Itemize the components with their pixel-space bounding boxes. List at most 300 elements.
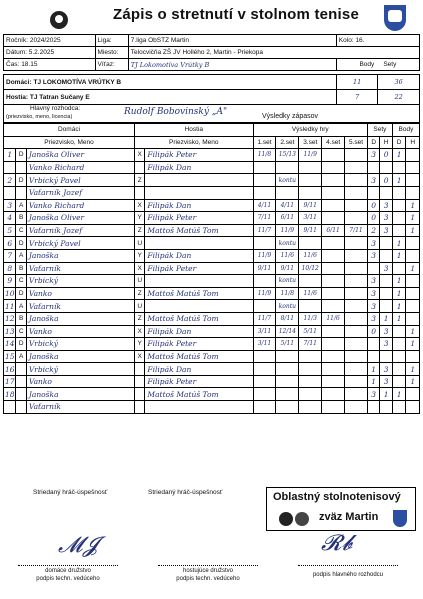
- points-home: 1: [392, 300, 406, 313]
- points-guest: [406, 186, 420, 199]
- set-2-score: kontu: [276, 300, 299, 313]
- match-row: [4, 300, 420, 313]
- points-home: [392, 199, 406, 212]
- home-player: Vanko: [26, 287, 134, 300]
- set-3-score: [299, 186, 322, 199]
- set-1-score: [253, 161, 276, 174]
- sets-guest: [380, 300, 392, 313]
- points-guest: [406, 300, 420, 313]
- set-3-score: [299, 237, 322, 250]
- table-tennis-ball-icon: [50, 11, 68, 29]
- header-set-2: 2.set: [276, 136, 299, 149]
- guest-player: Filipák Peter: [145, 375, 253, 388]
- guest-player: Mattoš Matúš Tom: [145, 350, 253, 363]
- header-sets: Sety: [367, 124, 392, 137]
- sets-home: [367, 338, 379, 351]
- guest-letter: Y: [135, 249, 145, 262]
- set-2-score: kontu: [276, 174, 299, 187]
- set-2-score: [276, 161, 299, 174]
- set-5-score: [345, 199, 368, 212]
- home-letter: B: [16, 212, 26, 225]
- points-guest: 1: [406, 199, 420, 212]
- home-letter: [16, 401, 26, 414]
- header-set-3: 3.set: [299, 136, 322, 149]
- home-letter: D: [16, 174, 26, 187]
- set-3-score: 11/6: [299, 249, 322, 262]
- points-guest: [406, 237, 420, 250]
- set-4-score: [322, 401, 345, 414]
- guest-player: Filipák Peter: [145, 212, 253, 225]
- set-1-score: 11/7: [253, 224, 276, 237]
- venue-value: Telocvičňa ZŠ JV Hollého 2, Martin - Priekopa: [128, 47, 419, 59]
- guest-player: [145, 174, 253, 187]
- round-value: 16.: [355, 37, 365, 44]
- home-player: Janoška Oliver: [26, 149, 134, 162]
- sets-guest: 0: [380, 174, 392, 187]
- home-player: Vanko Richard: [26, 161, 134, 174]
- guest-signature-line: [158, 565, 258, 566]
- set-4-score: [322, 212, 345, 225]
- set-1-score: [253, 350, 276, 363]
- set-2-score: kontu: [276, 275, 299, 288]
- guest-letter: [135, 186, 145, 199]
- set-3-score: [299, 350, 322, 363]
- set-3-score: [299, 275, 322, 288]
- home-player: Vrbický Pavel: [26, 237, 134, 250]
- set-1-score: 11/8: [253, 149, 276, 162]
- guest-letter: Z: [135, 224, 145, 237]
- guest-player: Filipák Dan: [145, 325, 253, 338]
- guest-player: [145, 300, 253, 313]
- header-sets-d: D: [367, 136, 379, 149]
- match-row: [4, 237, 420, 250]
- sets-guest: [380, 287, 392, 300]
- home-player: Vrbický: [26, 363, 134, 376]
- round-label: Kolo:: [338, 37, 354, 44]
- teams-table: [3, 74, 420, 123]
- footer-area: [3, 481, 420, 596]
- paddle-icon: [279, 512, 293, 526]
- set-5-score: [345, 401, 368, 414]
- sets-home: 3: [367, 149, 379, 162]
- guest-letter: [135, 401, 145, 414]
- set-3-score: [299, 161, 322, 174]
- sets-guest: 3: [380, 363, 392, 376]
- home-letter: A: [16, 300, 26, 313]
- substitute-home-label: Striedaný hráč-úspešnosť: [33, 489, 108, 496]
- match-number: 18: [5, 389, 15, 399]
- home-letter: [16, 161, 26, 174]
- set-1-score: 4/11: [253, 199, 276, 212]
- set-5-score: [345, 174, 368, 187]
- match-row: [4, 350, 420, 363]
- set-4-score: [322, 237, 345, 250]
- home-player: Vaťarník: [26, 300, 134, 313]
- sets-home: 3: [367, 287, 379, 300]
- header-games: Výsledky hry: [253, 124, 367, 137]
- set-3-score: [299, 363, 322, 376]
- set-5-score: [345, 338, 368, 351]
- home-player: Vrbický: [26, 338, 134, 351]
- set-1-score: 9/11: [253, 262, 276, 275]
- points-guest: 1: [406, 325, 420, 338]
- match-number: 13: [5, 326, 15, 336]
- guest-player: [145, 237, 253, 250]
- guest-letter: U: [135, 275, 145, 288]
- points-home: [392, 363, 406, 376]
- set-4-score: 11/6: [322, 312, 345, 325]
- points-guest: 1: [406, 375, 420, 388]
- referee-signature-caption: podpis hlavného rozhodcu: [312, 572, 384, 578]
- match-number: 6: [4, 237, 16, 250]
- referee-signature-line: [298, 565, 398, 566]
- home-points: 11: [336, 75, 378, 90]
- sets-guest: [380, 161, 392, 174]
- points-guest: [406, 275, 420, 288]
- guest-player: Mattoš Matúš Tom: [145, 312, 253, 325]
- sets-home: 0: [367, 325, 379, 338]
- guest-letter: Y: [135, 338, 145, 351]
- set-4-score: [322, 350, 345, 363]
- sets-home: 3: [367, 275, 379, 288]
- points-home: 1: [392, 149, 406, 162]
- set-1-score: 3/11: [253, 338, 276, 351]
- guest-team-caption: hostujúce družstvo: [182, 568, 234, 574]
- set-4-score: [322, 186, 345, 199]
- match-row: [4, 224, 420, 237]
- match-row: [4, 161, 420, 174]
- home-player: Janoška: [26, 312, 134, 325]
- guest-letter: X: [135, 199, 145, 212]
- set-1-score: 11/9: [253, 287, 276, 300]
- ball-icon: [295, 512, 309, 526]
- match-row: [4, 249, 420, 262]
- match-row: [4, 186, 420, 199]
- sets-home: 3: [367, 174, 379, 187]
- referee-note: (priezvisko, meno, licencia): [6, 114, 73, 120]
- points-home: [392, 224, 406, 237]
- sets-home: 2: [367, 224, 379, 237]
- info-table: [3, 34, 420, 71]
- set-5-score: [345, 325, 368, 338]
- document-title: Zápis o stretnutí v stolnom tenise: [113, 6, 360, 23]
- match-number: 15: [5, 351, 15, 361]
- set-3-score: 7/11: [299, 338, 322, 351]
- set-4-score: [322, 375, 345, 388]
- match-row: [4, 338, 420, 351]
- time-label: Čas:: [6, 61, 20, 68]
- small-crest-icon: [393, 510, 407, 527]
- set-3-score: 11/3: [299, 312, 322, 325]
- guest-player: [145, 275, 253, 288]
- set-4-score: [322, 249, 345, 262]
- guest-player: Filipák Peter: [145, 262, 253, 275]
- sets-home: 0: [367, 199, 379, 212]
- set-4-score: [322, 161, 345, 174]
- league-label: Liga:: [95, 35, 128, 47]
- time-value: 18.15: [21, 61, 38, 68]
- points-home: [392, 262, 406, 275]
- home-letter: C: [16, 325, 26, 338]
- set-3-score: 5/11: [299, 325, 322, 338]
- home-player: Vaťarník Jozef: [26, 224, 134, 237]
- set-3-score: [299, 300, 322, 313]
- set-2-score: 11/6: [276, 249, 299, 262]
- guest-letter: Y: [135, 212, 145, 225]
- set-3-score: 3/11: [299, 212, 322, 225]
- home-player: Janoška: [26, 350, 134, 363]
- guest-letter: [135, 388, 145, 401]
- guest-player: Filipák Dan: [145, 363, 253, 376]
- set-1-score: 3/11: [253, 325, 276, 338]
- set-4-score: [322, 325, 345, 338]
- set-2-score: 8/11: [276, 312, 299, 325]
- guest-letter: X: [135, 350, 145, 363]
- home-letter: D: [16, 287, 26, 300]
- set-4-score: [322, 388, 345, 401]
- guest-player: Filipák Peter: [145, 149, 253, 162]
- set-5-score: [345, 350, 368, 363]
- match-row: [4, 174, 420, 187]
- points-guest: [406, 174, 420, 187]
- sets-guest: 1: [380, 312, 392, 325]
- match-number: [4, 186, 16, 199]
- set-5-score: [345, 186, 368, 199]
- winner-label: Víťaz:: [95, 59, 128, 71]
- set-4-score: [322, 174, 345, 187]
- set-3-score: [299, 401, 322, 414]
- set-5-score: [345, 161, 368, 174]
- match-row: [4, 388, 420, 401]
- home-letter: [16, 375, 26, 388]
- set-2-score: [276, 363, 299, 376]
- points-home: [392, 375, 406, 388]
- sets-home: [367, 350, 379, 363]
- sets-guest: [380, 249, 392, 262]
- set-5-score: [345, 300, 368, 313]
- match-number: 2: [4, 174, 16, 187]
- home-player: Janoška: [26, 388, 134, 401]
- set-5-score: [345, 363, 368, 376]
- header-points: Body: [392, 124, 419, 137]
- set-3-score: [299, 174, 322, 187]
- guest-player: Filipák Peter: [145, 338, 253, 351]
- season-value: 2024/2025: [29, 37, 61, 44]
- header-set-1: 1.set: [253, 136, 276, 149]
- set-1-score: [253, 300, 276, 313]
- home-letter: [16, 363, 26, 376]
- guest-player: Mattoš Matúš Tom: [145, 287, 253, 300]
- points-guest: [406, 161, 420, 174]
- home-letter: C: [16, 275, 26, 288]
- set-2-score: [276, 186, 299, 199]
- season-label: Ročník:: [6, 37, 29, 44]
- match-number: 9: [4, 275, 16, 288]
- set-1-score: [253, 363, 276, 376]
- match-number: 8: [4, 262, 16, 275]
- home-player: Vanko Richard: [26, 199, 134, 212]
- set-4-score: [322, 300, 345, 313]
- sets-home: 3: [367, 300, 379, 313]
- set-3-score: 9/11: [299, 224, 322, 237]
- guest-player: Mattoš Matúš Tom: [145, 224, 253, 237]
- set-4-score: [322, 287, 345, 300]
- set-2-score: 11/9: [276, 224, 299, 237]
- set-5-score: [345, 262, 368, 275]
- points-home: [392, 325, 406, 338]
- home-sets: 36: [378, 75, 420, 90]
- match-number: 14: [5, 339, 15, 349]
- set-3-score: 11/9: [299, 149, 322, 162]
- set-4-score: [322, 363, 345, 376]
- points-label: Body: [359, 61, 375, 68]
- points-guest: [406, 149, 420, 162]
- association-stamp: [266, 487, 416, 531]
- home-team-name: TJ LOKOMOTÍVA VRÚTKY B: [33, 78, 122, 86]
- guest-player: [145, 401, 253, 414]
- match-row: [4, 275, 420, 288]
- set-1-score: [253, 275, 276, 288]
- sets-guest: 3: [380, 375, 392, 388]
- header-points-d: D: [392, 136, 406, 149]
- set-1-score: 7/11: [253, 212, 276, 225]
- header-guest-name-hint: Priezvisko, Meno: [135, 136, 254, 149]
- match-number: 5: [4, 224, 16, 237]
- points-guest: 1: [406, 338, 420, 351]
- sets-home: 3: [367, 249, 379, 262]
- points-home: 1: [392, 249, 406, 262]
- home-letter: D: [16, 237, 26, 250]
- sets-home: 3: [367, 312, 379, 325]
- set-1-score: [253, 186, 276, 199]
- guest-team-name: TJ Tatran Sučany E: [29, 93, 90, 101]
- guest-letter: X: [135, 325, 145, 338]
- set-1-score: 11/7: [253, 312, 276, 325]
- sets-guest: [380, 275, 392, 288]
- points-guest: [406, 312, 420, 325]
- set-1-score: 11/9: [253, 249, 276, 262]
- points-guest: [406, 287, 420, 300]
- set-5-score: [345, 237, 368, 250]
- venue-label: Miesto:: [95, 47, 128, 59]
- match-row: [4, 401, 420, 414]
- header-home-name-hint: Priezvisko, Meno: [4, 136, 135, 149]
- sets-guest: 3: [380, 325, 392, 338]
- set-4-score: [322, 262, 345, 275]
- match-row: [4, 363, 420, 376]
- set-2-score: kontu: [276, 237, 299, 250]
- guest-letter: U: [135, 300, 145, 313]
- match-row: [4, 199, 420, 212]
- home-letter: D: [16, 338, 26, 351]
- sets-guest: 3: [380, 338, 392, 351]
- guest-letter: X: [135, 262, 145, 275]
- match-number: 10: [5, 289, 15, 299]
- guest-signature-caption: podpis techn. vedúceho: [176, 576, 240, 582]
- match-results-table: [3, 123, 420, 414]
- guest-points: 7: [336, 90, 378, 105]
- set-2-score: 11/8: [276, 287, 299, 300]
- guest-player: Filipák Dan: [145, 249, 253, 262]
- set-2-score: 9/11: [276, 262, 299, 275]
- match-row: [4, 325, 420, 338]
- sets-label: Sety: [383, 61, 397, 68]
- match-number: [4, 401, 16, 414]
- set-1-score: [253, 388, 276, 401]
- guest-sets: 22: [378, 90, 420, 105]
- home-player: Vrbický: [26, 275, 134, 288]
- header-guest: Hostia: [135, 124, 254, 137]
- home-team-label: Domáci:: [6, 78, 32, 86]
- guest-letter: X: [135, 149, 145, 162]
- set-1-score: [253, 401, 276, 414]
- set-4-score: [322, 338, 345, 351]
- set-2-score: 12/14: [276, 325, 299, 338]
- results-label: Výsledky zápasov: [262, 113, 319, 120]
- set-3-score: [299, 375, 322, 388]
- points-home: [392, 401, 406, 414]
- guest-letter: Z: [135, 312, 145, 325]
- match-number: 11: [5, 301, 15, 311]
- home-letter: B: [16, 262, 26, 275]
- points-home: [392, 338, 406, 351]
- set-2-score: [276, 350, 299, 363]
- set-4-score: 6/11: [322, 224, 345, 237]
- league-value: 7.liga ObSTZ Martin: [128, 35, 336, 47]
- header-set-4: 4.set: [322, 136, 345, 149]
- sets-guest: 3: [380, 212, 392, 225]
- points-home: [392, 186, 406, 199]
- points-home: 1: [392, 287, 406, 300]
- referee-label: Hlavný rozhodca:: [30, 105, 81, 112]
- home-signature-caption: podpis techn. vedúceho: [36, 576, 100, 582]
- points-home: 1: [392, 388, 406, 401]
- guest-team-label: Hostia:: [6, 93, 29, 101]
- set-4-score: [322, 275, 345, 288]
- home-letter: B: [16, 312, 26, 325]
- set-5-score: [345, 287, 368, 300]
- home-letter: C: [16, 224, 26, 237]
- guest-letter: Z: [135, 287, 145, 300]
- guest-player: Filipák Dan: [145, 161, 253, 174]
- sets-guest: [380, 401, 392, 414]
- home-letter: A: [16, 199, 26, 212]
- coat-of-arms-icon: [384, 5, 406, 31]
- set-5-score: [345, 275, 368, 288]
- home-player: Janoška: [26, 249, 134, 262]
- set-3-score: 10/12: [299, 262, 322, 275]
- sets-home: 0: [367, 212, 379, 225]
- set-1-score: [253, 174, 276, 187]
- points-guest: 1: [406, 212, 420, 225]
- home-letter: [16, 388, 26, 401]
- points-home: [392, 350, 406, 363]
- set-1-score: [253, 375, 276, 388]
- referee-signature-scribble: 𝓡𝓫: [321, 531, 353, 556]
- sets-guest: 1: [380, 388, 392, 401]
- set-5-score: [345, 149, 368, 162]
- match-number: [4, 161, 16, 174]
- home-player: Vaťarník Jozef: [26, 186, 134, 199]
- sets-guest: 0: [380, 149, 392, 162]
- guest-player: Filipák Dan: [145, 199, 253, 212]
- home-team-caption: domáce družstvo: [45, 568, 91, 574]
- points-guest: [406, 401, 420, 414]
- match-row: [4, 375, 420, 388]
- sets-home: [367, 262, 379, 275]
- sets-home: [367, 186, 379, 199]
- points-guest: [406, 249, 420, 262]
